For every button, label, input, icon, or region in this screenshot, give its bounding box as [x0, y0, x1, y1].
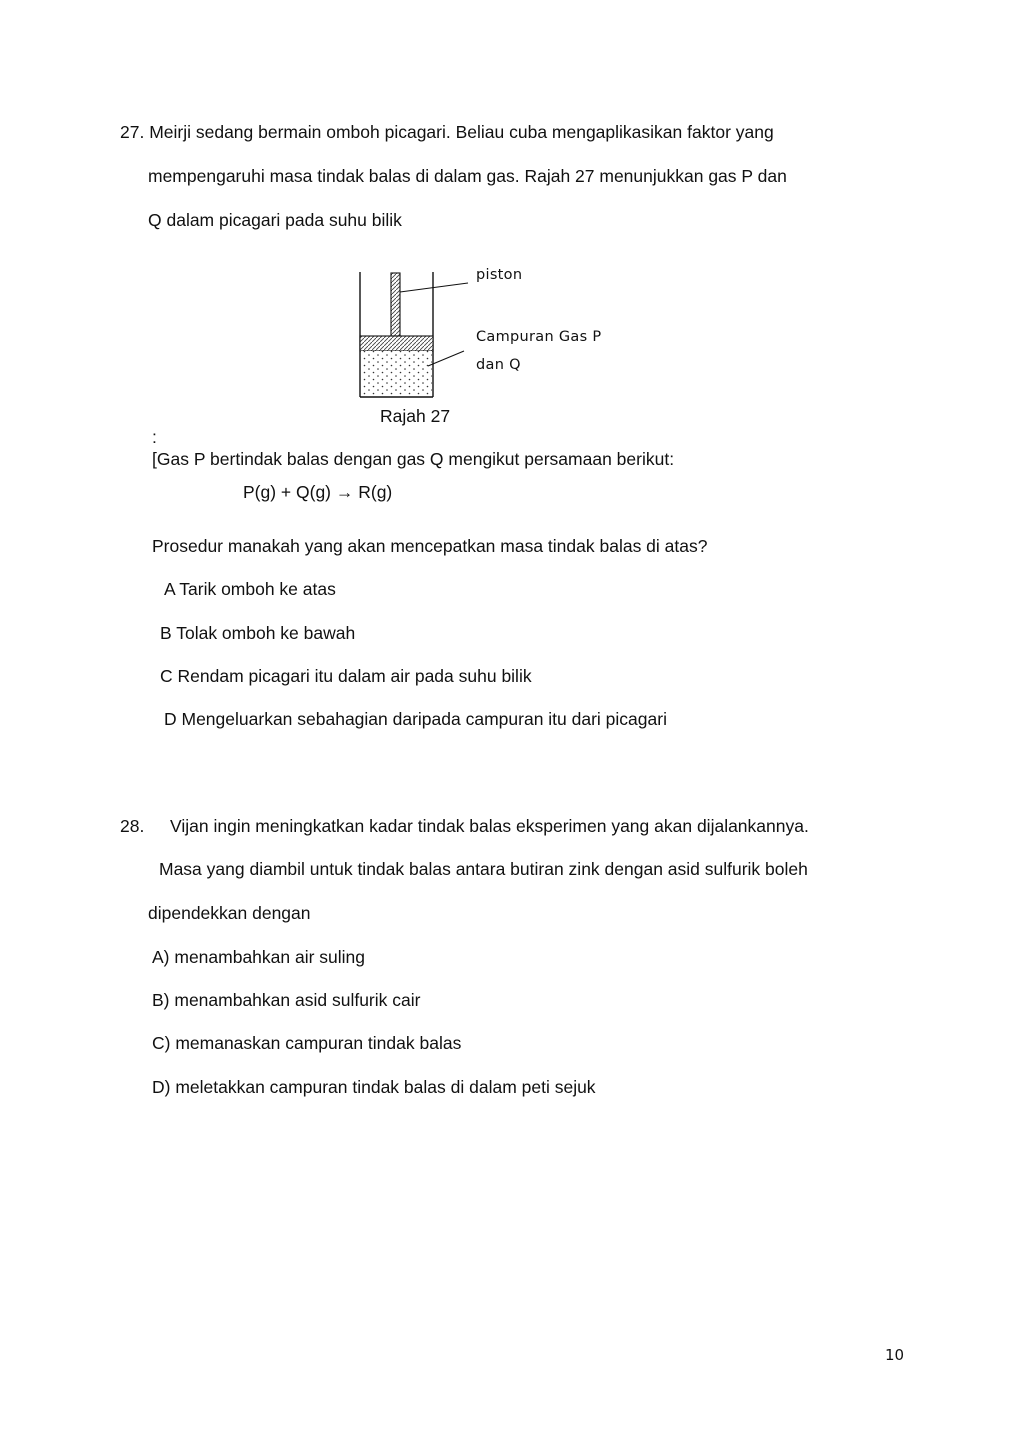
label-mixture-line-1: Campuran Gas P: [476, 329, 602, 345]
page-number: 10: [885, 1346, 905, 1364]
q27-line-3: Q dalam picagari pada suhu bilik: [148, 210, 402, 230]
q27-option-a: A Tarik omboh ke atas: [164, 579, 336, 599]
syringe-diagram: [340, 262, 480, 407]
gas-mixture: [361, 351, 432, 396]
q27-option-b: B Tolak omboh ke bawah: [160, 623, 356, 643]
q27-option-c: C Rendam picagari itu dalam air pada suhu bilik: [160, 666, 532, 686]
q28-option-a: A) menambahkan air suling: [152, 947, 366, 967]
q27-option-d: D Mengeluarkan sebahagian daripada campuran itu dari picagari: [164, 709, 667, 729]
figure-caption: Rajah 27: [380, 406, 451, 426]
label-piston: piston: [476, 267, 523, 283]
q28-line-1: Vijan ingin meningkatkan kadar tindak balas eksperimen yang akan dijalankannya.: [170, 816, 809, 836]
q27-line-1: 27. Meirji sedang bermain omboh picagari. Beliau cuba mengaplikasikan faktor yang: [120, 122, 774, 142]
piston-pointer-line: [400, 283, 468, 292]
q28-option-c: C) memanaskan campuran tindak balas: [152, 1033, 462, 1053]
piston-rod: [391, 273, 400, 336]
q27-question: Prosedur manakah yang akan mencepatkan masa tindak balas di atas?: [152, 536, 708, 556]
q28-option-b: B) menambahkan asid sulfurik cair: [152, 990, 421, 1010]
q27-colon: :: [152, 427, 157, 447]
piston-head: [360, 336, 433, 351]
label-mixture-line-2: dan Q: [476, 357, 521, 373]
q28-number: 28.: [120, 816, 145, 836]
q27-line-2: mempengaruhi masa tindak balas di dalam gas. Rajah 27 menunjukkan gas P dan: [148, 166, 787, 186]
q28-option-d: D) meletakkan campuran tindak balas di dalam peti sejuk: [152, 1077, 596, 1097]
q28-line-3: dipendekkan dengan: [148, 903, 311, 923]
q28-line-2: Masa yang diambil untuk tindak balas antara butiran zink dengan asid sulfurik boleh: [159, 859, 808, 879]
q27-equation: P(g) + Q(g) → R(g): [243, 482, 393, 502]
q27-statement: [Gas P bertindak balas dengan gas Q mengikut persamaan berikut:: [152, 449, 675, 469]
